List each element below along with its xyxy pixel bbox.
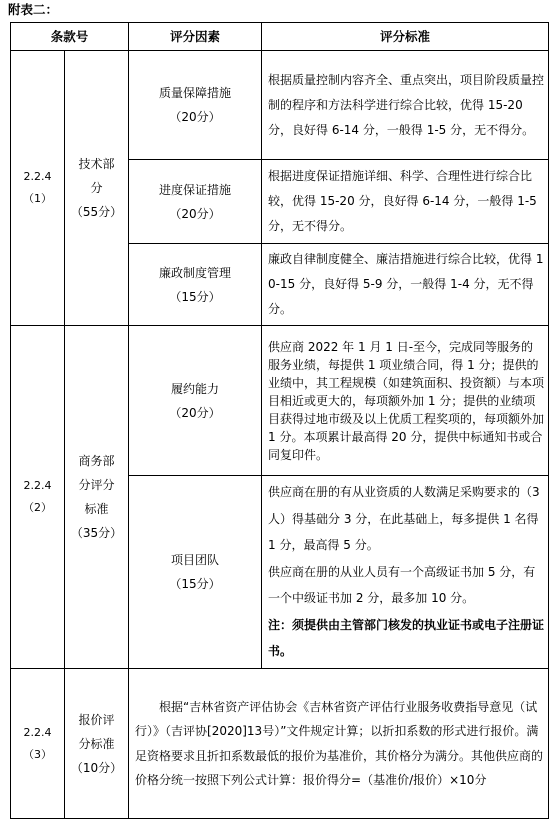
factor-cell <box>129 160 262 244</box>
standard-cell <box>262 326 549 476</box>
standard-text: 廉政自律制度健全、廉洁措施进行综合比较，优得 10-15 分，良好得 5-9 分，一般得 1-4 分，无不得分。 <box>268 252 544 316</box>
standard-cell <box>262 51 549 160</box>
header-standard: 评分标准 <box>262 23 549 51</box>
part-name: 技术部 <box>78 157 115 171</box>
factor-cell <box>129 51 262 160</box>
part-name-cell <box>65 669 129 819</box>
factor-name: 廉政制度管理 <box>159 265 232 280</box>
clause-number-cell <box>11 326 65 669</box>
standard-cell <box>262 160 549 244</box>
clause-number-cell <box>11 51 65 326</box>
clause-number: 2.2.4 <box>23 170 52 183</box>
part-name: 报价评 <box>78 712 115 727</box>
standard-text: 供应商 2022 年 1 月 1 日-至今，完成同等服务的服务业绩，每提供 1 项业绩合同，得 1 分；提供的业绩中，其工程规模（如建筑面积、投资额）与本项目相近或更大的，每项额外加 1 分；提供的业绩项目获得过地市级及以上优质工程奖项的，每项额外加 1 分。本项累计最高得 20 分，提供中标通知书或合同复印件。 <box>268 339 545 462</box>
clause-number: 2.2.4 <box>23 725 52 739</box>
standard-cell <box>129 669 549 819</box>
part-score: （55分） <box>70 205 123 219</box>
clause-sub-number: （2） <box>23 501 52 514</box>
standard-cell <box>262 476 549 669</box>
table-row <box>11 326 549 476</box>
standard-cell <box>262 244 549 326</box>
scoring-table <box>10 22 549 819</box>
factor-score: （20分） <box>169 405 221 420</box>
part-name-cell <box>65 326 129 669</box>
part-name: 分 <box>90 181 103 195</box>
clause-number-cell <box>11 669 65 819</box>
standard-note: 注：须提供由主管部门核发的执业证书或电子注册证书。 <box>268 617 545 659</box>
factor-cell <box>129 326 262 476</box>
factor-name: 履约能力 <box>171 381 220 396</box>
table-header-row <box>11 23 549 51</box>
part-name-cell <box>65 51 129 326</box>
part-name: 分标准 <box>78 736 115 751</box>
clause-sub-number: （3） <box>23 747 52 761</box>
factor-name: 进度保证措施 <box>159 182 232 197</box>
factor-score: （20分） <box>169 206 221 221</box>
part-name: 商务部 <box>78 454 115 468</box>
appendix-caption: 附表二： <box>8 2 59 17</box>
standard-text: 供应商在册的有从业资质的人数满足采购要求的（3 人）得基础分 3 分，在此基础上，每多提供 1 名得 1 分，最高得 5 分。 <box>268 485 540 553</box>
factor-name: 质量保障措施 <box>159 86 232 100</box>
table-row <box>11 51 549 160</box>
standard-text: 供应商在册的从业人员有一个高级证书加 5 分，有一个中级证书加 2 分，最多加 10 分。 <box>268 564 536 606</box>
table-row <box>11 669 549 819</box>
clause-sub-number: （1） <box>23 192 52 205</box>
standard-text: 根据质量控制内容齐全、重点突出，项目阶段质量控制的程序和方法科学进行综合比较，优得 15-20 分，良好得 6-14 分，一般得 1-5 分，无不得分。 <box>268 72 545 137</box>
standard-text: 根据进度保证措施详细、科学、合理性进行综合比较，优得 15-20 分，良好得 6-14 分，一般得 1-5 分，无不得分。 <box>268 169 537 233</box>
part-name: 分评分 <box>78 478 115 492</box>
part-score: （10分） <box>70 760 123 775</box>
factor-cell <box>129 244 262 326</box>
clause-number: 2.2.4 <box>23 479 52 492</box>
header-clause: 条款号 <box>11 23 129 51</box>
factor-name: 项目团队 <box>171 553 220 567</box>
factor-score: （15分） <box>169 289 221 304</box>
header-factor: 评分因素 <box>129 23 262 51</box>
factor-score: （15分） <box>169 577 221 591</box>
factor-score: （20分） <box>169 110 221 124</box>
factor-cell <box>129 476 262 669</box>
standard-text: 根据“吉林省资产评估协会《吉林省资产评估行业服务收费指导意见（试行）》（吉评协[2020]13号）”文件规定计算；以折扣系数的形式进行报价。满足资格要求且折扣系数最低的报价为基准价，其价格分为满分。其他供应商的价格分统一按照下列公式计算：报价得分=（基准价/报价）×10分 <box>135 699 544 787</box>
part-score: （35分） <box>70 526 123 540</box>
part-name: 标准 <box>84 502 109 516</box>
